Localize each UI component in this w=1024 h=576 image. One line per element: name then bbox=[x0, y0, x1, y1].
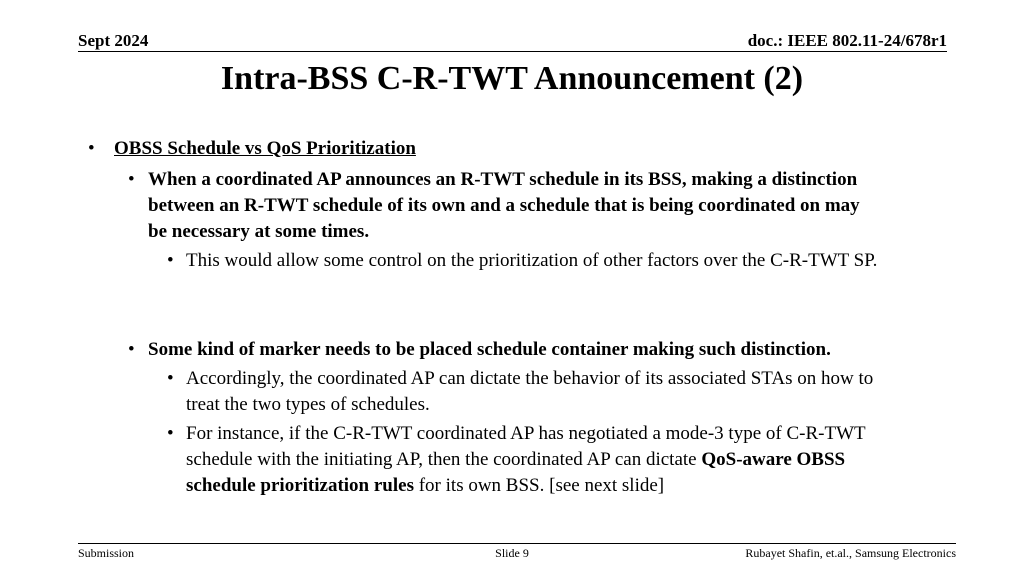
footer-divider bbox=[78, 543, 956, 544]
slide-title: Intra-BSS C-R-TWT Announcement (2) bbox=[220, 60, 804, 97]
bullet-dot: • bbox=[88, 138, 95, 159]
bullet-allow-control: This would allow some control on the prioritization of other factors over the C-R-TWT SP. bbox=[186, 250, 878, 271]
bullet-for-instance bbox=[186, 421, 898, 499]
header-divider bbox=[78, 51, 947, 52]
bullet-for-instance-emphasis: QoS-aware OBSS schedule prioritization rules bbox=[186, 449, 846, 496]
bullet-for-instance-tail: for its own BSS. [see next slide] bbox=[413, 475, 665, 496]
bullet-dot: • bbox=[128, 169, 135, 190]
bullet-marker-needed: Some kind of marker needs to be placed schedule container making such distinction. bbox=[148, 339, 831, 360]
bullet-dictate-behavior: Accordingly, the coordinated AP can dictate the behavior of its associated STAs on how to treat the two types of schedules. bbox=[186, 368, 874, 415]
footer-slide-number: Slide 9 bbox=[495, 546, 529, 560]
bullet-obss-schedule-heading: OBSS Schedule vs QoS Prioritization bbox=[114, 138, 416, 159]
bullet-coordinated-ap-announces: When a coordinated AP announces an R-TWT schedule in its BSS, making a distinction between an R-TWT schedule of its own and a schedule that is being coordinated on may be necessary at some times. bbox=[148, 169, 860, 242]
bullet-for-instance-text: For instance, if the C-R-TWT coordinated AP has negotiated a mode-3 type of C-R-TWT schedule with the initiating AP, then the coordinated AP can dictate bbox=[186, 423, 866, 470]
header-doc-id: doc.: IEEE 802.11-24/678r1 bbox=[747, 31, 947, 50]
header-date: Sept 2024 bbox=[78, 31, 149, 50]
footer-submission: Submission bbox=[78, 546, 135, 560]
bullet-dot: • bbox=[167, 368, 174, 389]
bullet-dot: • bbox=[167, 250, 174, 271]
footer-author: Rubayet Shafin, et.al., Samsung Electronics bbox=[745, 546, 956, 560]
bullet-dot: • bbox=[167, 423, 174, 444]
bullet-dot: • bbox=[128, 339, 135, 360]
